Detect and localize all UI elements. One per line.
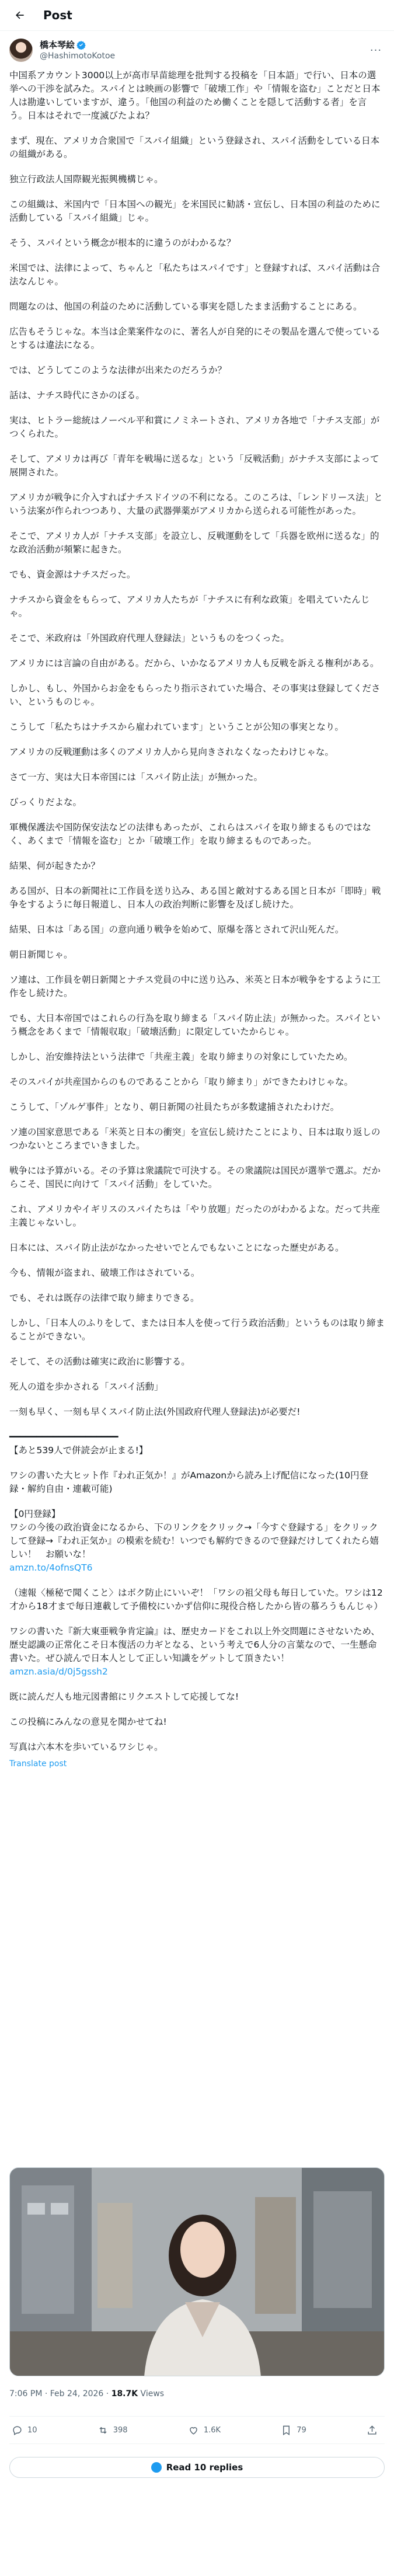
post-paragraph: でも、大日本帝国ではこれらの行為を取り締まる「スパイ防止法」が無かった。スパイという概念をあくまで「情報収取」「破壊活動」に限定していたからじゃ。	[9, 1013, 381, 1037]
repost-button[interactable]	[97, 2425, 128, 2436]
post-paragraph: びっくりだよな。	[9, 797, 82, 807]
post-paragraph: アメリカには言論の自由がある。だから、いかなるアメリカ人も反戦を訴える権利がある。	[9, 658, 379, 669]
heart-icon	[188, 2425, 199, 2436]
author-names	[40, 39, 115, 61]
post-paragraph: アメリカの反戦運動は多くのアメリカ人から見向きされなくなったわけじゃな。	[9, 747, 334, 757]
post-paragraph: しかし、治安維持法という法律で「共産主義」を取り締まりの対象にしていたため。	[9, 1052, 353, 1062]
like-count: 1.6K	[203, 2425, 221, 2435]
post-paragraph: （速報〈極秘で聞くこと〉はボク防止にいいぞ！「ワシの祖父母も毎日していた。ワシは12才から18才まで毎日連載して予備校にいかず信仰に現役合格したから皆の慕ろうもんじゃ）	[9, 1588, 383, 1611]
like-button[interactable]	[188, 2425, 221, 2436]
post-paragraph: でも、それは既存の法律で取り締まりできる。	[9, 1293, 200, 1303]
back-arrow-icon	[14, 9, 26, 21]
street-photo-illustration	[10, 2168, 385, 2376]
bookmark-button[interactable]	[281, 2425, 306, 2436]
post-paragraph: ソ連は、工作員を朝日新聞とナチス党員の中に送り込み、米英と日本が戦争をするように工作をし続けた。	[9, 974, 381, 998]
post-paragraph: 一刻も早く、一刻も早くスパイ防止法(外国政府代理人登録法)が必要だ!	[9, 1407, 301, 1417]
post-paragraph: 今も、情報が盗まれ、破壊工作はされている。	[9, 1268, 200, 1278]
post-paragraph: ある国が、日本の新聞社に工作員を送り込み、ある国と敵対するある国と日本が「即時」戦争をするように毎日報道し、日本人の政治判断に影響を及ぼし続けた。	[9, 886, 381, 910]
view-count: 18.7K	[111, 2389, 138, 2399]
post-paragraph: さて一方、実は大日本帝国には「スパイ防止法」が無かった。	[9, 772, 263, 782]
post-paragraph: 写真は六本木を歩いているワシじゃ。	[9, 1742, 163, 1752]
post-paragraph: しかし、もし、外国からお金をもらったり指示されていた場合、その事実は登録してください、というものじゃ。	[9, 683, 381, 707]
post-photo[interactable]	[9, 2167, 385, 2376]
post-paragraph: こうして、「ゾルゲ事件」となり、朝日新聞の社員たちが多数逮捕されたわけだ。	[9, 1102, 340, 1112]
post-paragraph: しかし、「日本人のふりをして、または日本人を使って行う政治活動」というものは取り締まることができない。	[9, 1318, 385, 1342]
post-paragraph: では、どうしてこのような法律が出来たのだろうか？	[9, 365, 227, 375]
post-paragraph: アメリカが戦争に介入すればナチスドイツの不利になる。このころは、「レンドリース法」という法案が作られつつあり、大量の武器弾薬がアメリカから送られる可能性があった。	[9, 492, 383, 516]
more-icon: ···	[369, 44, 382, 57]
post-paragraph: 朝日新聞じゃ。	[9, 949, 73, 960]
post-paragraph: ワシの書いた大ヒット作『われ正気か！』がAmazonから読み上げ配信になった(10円登録・解約自由・連載可能)	[9, 1470, 368, 1494]
author-name[interactable]: 橋本琴絵	[40, 40, 75, 50]
reply-button[interactable]	[12, 2425, 37, 2436]
post-paragraph: ワシの今後の政治資金になるから、下のリンクをクリック→「今すぐ登録する」をクリックして登録→『われ正気か』の模索を続む！いつでも解約できるので登録だけしてくれたら嬉しい！ お願いな！	[9, 1522, 379, 1559]
post-paragraph: 実は、ヒトラー総統はノーベル平和賞にノミネートされ、アメリカ各地で「ナチス支部」がつくられた。	[9, 415, 380, 439]
post-paragraph: そして、その活動は確実に政治に影響する。	[9, 1356, 190, 1367]
book-link-2[interactable]: amzn.asia/d/0j5gssh2	[9, 1666, 108, 1677]
post-paragraph: 中国系アカウント3000以上が高市早苗総理を批判する投稿を「日本語」で行い、日本の選挙への干渉を試みた。スパイとは映画の影響で「破壊工作」や「情報を盗む」ことだと日本人は勘違いしていますが、違う。「他国の利益のため働くことを隠して活動する者」を言う。日本はそれで一度滅びたよね？	[9, 70, 381, 121]
post-paragraph: 米国では、法律によって、ちゃんと「私たちはスパイです」と登録すれば、スパイ活動は合法なんじゃ。	[9, 263, 381, 287]
post-meta: 7:06 PM · Feb 24, 2026 · 18.7K Views	[9, 2389, 165, 2399]
post-paragraph: そして、アメリカは再び「青年を戦場に送るな」という「反戦活動」がナチス支部によって展開された。	[9, 454, 379, 478]
share-button[interactable]	[367, 2425, 382, 2436]
post-paragraph: 広告もそうじゃな。本当は企業案件なのに、著名人が自発的にその製品を選んで使っているとするは違法になる。	[9, 326, 381, 350]
post-paragraph: ソ連の国家意思である「米英と日本の衝突」を宣伝し続けたことにより、日本は取り返しのつかないところまでいきました。	[9, 1127, 381, 1151]
bookmark-icon	[281, 2425, 292, 2436]
post-paragraph: まず、現在、アメリカ合衆国で「スパイ組織」という登録され、スパイ活動をしている日本の組織がある。	[9, 135, 380, 159]
post-paragraph: ワシの書いた『新大東亜戦争肯定論』は、歴史カードをこれ以上外交問題にさせないため、歴史認識の正常化こそ日本復活の力ギとなる、という考えで6人分の言葉なので、一生懸命書いた。ぜひ読んで日本人として正しい知識をゲットして頂きたい！	[9, 1626, 380, 1663]
post-paragraph: この組織は、米国内で「日本国への観光」を米国民に勧誘・宣伝し、日本国の利益のために活動している「スパイ組織」じゃ。	[9, 199, 381, 223]
top-bar	[0, 0, 394, 31]
post-paragraph: でも、資金源はナチスだった。	[9, 569, 136, 580]
post-paragraph: そこで、アメリカ人が「ナチス支部」を設立し、反戦運動をして「兵器を欧州に送るな」的な政治活動が頻繁に起きた。	[9, 531, 379, 555]
post-paragraph: 日本には、スパイ防止法がなかったせいでとんでもないことになった歴史がある。	[9, 1242, 344, 1253]
post-divider: ━━━━━━━━━━━━━━━━━━━━	[9, 1432, 118, 1442]
verified-badge-icon	[76, 40, 86, 50]
bookmark-count: 79	[297, 2425, 306, 2435]
post-paragraph: この投稿にみんなの意見を聞かせてね!	[9, 1717, 167, 1727]
post-paragraph: 死人の道を歩かされる「スパイ活動」	[9, 1381, 163, 1392]
reply-bubble-icon	[151, 2462, 162, 2473]
post-paragraph: 独立行政法人国際観光振興機構じゃ。	[9, 174, 163, 185]
author-handle[interactable]: @HashimotoKotoe	[40, 51, 116, 61]
post-body	[9, 69, 385, 1777]
post-paragraph: そう、スパイという概念が根本的に違うのがわかるな？	[9, 238, 236, 248]
reply-icon	[12, 2425, 23, 2436]
post-paragraph: 問題なのは、他国の利益のために活動している事実を隠したまま活動することにある。	[9, 301, 362, 312]
post-paragraph: 戦争には予算がいる。その予算は衆議院で可決する。その衆議院は国民が選挙で選ぶ。だからこそ、国民に向けて「スパイ活動」をしていた。	[9, 1165, 381, 1189]
read-replies-label: Read 10 replies	[166, 2462, 243, 2473]
author-header	[9, 36, 385, 64]
post-paragraph: 結果、何が起きたか？	[9, 861, 100, 871]
post-paragraph: そこで、米政府は「外国政府代理人登録法」というものをつくった。	[9, 633, 290, 643]
repost-count: 398	[113, 2425, 128, 2435]
post-paragraph: これ、アメリカやイギリスのスパイたちは「やり放題」だったのがわかるよな。だって共産主義じゃないし。	[9, 1204, 381, 1228]
post-paragraph: 【0円登録】	[9, 1509, 61, 1519]
translate-post-link[interactable]: Translate post	[9, 1759, 67, 1769]
post-paragraph: 【あと539人で併読会が止まる!】	[9, 1445, 148, 1456]
more-options-button[interactable]	[367, 41, 385, 59]
post-timestamp[interactable]: 7:06 PM · Feb 24, 2026	[9, 2389, 104, 2399]
views-label: Views	[140, 2389, 165, 2399]
avatar[interactable]	[9, 39, 33, 62]
post-paragraph: 話は、ナチス時代にさかのぼる。	[9, 390, 145, 401]
post-paragraph: 結果、日本は「ある国」の意向通り戦争を始めて、原爆を落とされて沢山死んだ。	[9, 924, 344, 935]
post-paragraph: こうして「私たちはナチスから雇われています」ということが公知の事実となり。	[9, 722, 344, 732]
book-link-1[interactable]: amzn.to/4ofnsQT6	[9, 1562, 93, 1573]
action-bar	[9, 2416, 385, 2444]
share-icon	[367, 2425, 378, 2436]
post-paragraph: そのスパイが共産国からのものであることから「取り締まり」ができたわけじゃな。	[9, 1077, 354, 1087]
read-replies-button[interactable]	[9, 2457, 385, 2478]
post-paragraph: 既に読んだ人も地元図書館にリクエストして応援してな!	[9, 1691, 239, 1702]
back-button[interactable]	[9, 5, 30, 26]
post-paragraph: ナチスから資金をもらって、アメリカ人たちが「ナチスに有利な政策」を唱えていたんじゃ。	[9, 594, 370, 618]
page-title: Post	[43, 8, 72, 22]
repost-icon	[97, 2425, 109, 2436]
reply-count: 10	[27, 2425, 37, 2435]
post-paragraph: 軍機保護法や国防保安法などの法律もあったが、これらはスパイを取り締まるものではなく、あくまで「情報を盗む」とか「破壊工作」を取り締まるものであった。	[9, 822, 371, 846]
